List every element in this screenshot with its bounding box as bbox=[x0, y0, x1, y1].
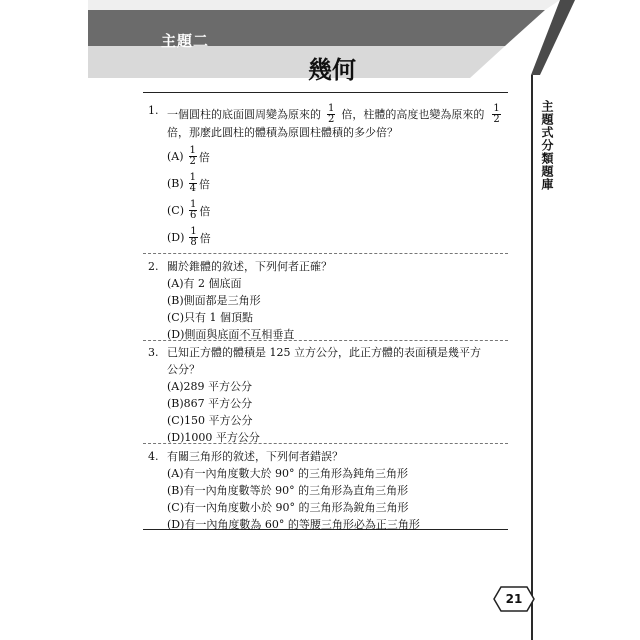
page-number: 21 bbox=[505, 592, 523, 606]
q1-fraction-a-numerator: 1 bbox=[328, 103, 335, 114]
banner-dark-band bbox=[88, 10, 545, 46]
question-divider bbox=[143, 443, 508, 444]
option-suffix: 倍 bbox=[198, 150, 210, 164]
option-fraction bbox=[189, 146, 197, 167]
fraction-numerator: 1 bbox=[190, 199, 197, 210]
q3-number: 3. bbox=[148, 346, 159, 359]
option-fraction bbox=[189, 227, 197, 248]
q1-stem-line1 bbox=[167, 104, 503, 125]
q3-option-b[interactable]: (B)867 平方公分 bbox=[167, 397, 253, 410]
fraction-denominator: 2 bbox=[189, 156, 196, 167]
q1-stem-text-a: 一個圓柱的底面圓周變為原來的 bbox=[167, 107, 321, 121]
option-fraction bbox=[189, 173, 197, 194]
q2-option-a[interactable]: (A)有 2 個底面 bbox=[167, 277, 242, 290]
banner-top-strip bbox=[88, 0, 560, 10]
q4-number: 4. bbox=[148, 450, 159, 463]
q3-stem-line2: 公分？ bbox=[167, 363, 200, 376]
question-divider bbox=[143, 253, 508, 254]
q1-fraction-b-numerator: 1 bbox=[493, 103, 500, 114]
q4-option-d[interactable]: (D)有一內角度數為 60° 的等腰三角形必為正三角形 bbox=[167, 518, 420, 531]
topic-label: 主題二 bbox=[161, 32, 210, 50]
question-divider bbox=[143, 340, 508, 341]
top-rule bbox=[143, 92, 508, 93]
q2-option-b[interactable]: (B)側面都是三角形 bbox=[167, 294, 261, 307]
q4-option-b[interactable]: (B)有一內角度數等於 90° 的三角形為直角三角形 bbox=[167, 484, 409, 497]
option-fraction bbox=[189, 200, 197, 221]
q1-fraction-b-denominator: 2 bbox=[493, 114, 500, 125]
fraction-numerator: 1 bbox=[190, 226, 197, 237]
fraction-denominator: 4 bbox=[189, 183, 197, 194]
section-title: 幾何 bbox=[308, 56, 356, 84]
option-suffix: 倍 bbox=[199, 204, 211, 218]
side-divider bbox=[531, 75, 533, 640]
q3-option-c[interactable]: (C)150 平方公分 bbox=[167, 414, 253, 427]
fraction-denominator: 6 bbox=[190, 210, 197, 221]
q1-option-b[interactable] bbox=[167, 173, 210, 194]
q2-number: 2. bbox=[148, 260, 159, 273]
q3-option-a[interactable]: (A)289 平方公分 bbox=[167, 380, 253, 393]
option-label: (D) bbox=[167, 231, 185, 244]
side-label: 主題式分類題庫 bbox=[540, 100, 554, 191]
q2-option-c[interactable]: (C)只有 1 個頂點 bbox=[167, 311, 253, 324]
q1-fraction-a bbox=[327, 104, 335, 125]
q1-stem-line2: 倍，那麼此圓柱的體積為原圓柱體積的多少倍？ bbox=[167, 126, 398, 139]
q3-option-d[interactable]: (D)1000 平方公分 bbox=[167, 431, 260, 444]
q4-option-c[interactable]: (C)有一內角度數小於 90° 的三角形為銳角三角形 bbox=[167, 501, 409, 514]
q1-fraction-b bbox=[492, 104, 500, 125]
q1-option-a[interactable] bbox=[167, 146, 210, 167]
page-number-badge bbox=[493, 586, 535, 612]
q4-stem: 有關三角形的敘述，下列何者錯誤？ bbox=[167, 450, 343, 463]
fraction-numerator: 1 bbox=[189, 172, 197, 183]
q2-stem: 關於錐體的敘述，下列何者正確？ bbox=[167, 260, 332, 273]
option-label: (C) bbox=[167, 204, 184, 217]
fraction-denominator: 8 bbox=[190, 237, 197, 248]
option-suffix: 倍 bbox=[199, 231, 211, 245]
q1-fraction-a-denominator: 2 bbox=[328, 114, 335, 125]
q4-option-a[interactable]: (A)有一內角度數大於 90° 的三角形為鈍角三角形 bbox=[167, 467, 409, 480]
q1-option-c[interactable] bbox=[167, 200, 210, 221]
q1-stem-text-b: 倍，柱體的高度也變為原來的 bbox=[341, 107, 485, 121]
fraction-numerator: 1 bbox=[189, 145, 196, 156]
q3-stem-line1: 已知正方體的體積是 125 立方公分，此正方體的表面積是幾平方 bbox=[167, 346, 481, 359]
q2-option-d[interactable]: (D)側面與底面不互相垂直 bbox=[167, 328, 295, 341]
q1-number: 1. bbox=[148, 104, 159, 117]
bottom-rule bbox=[143, 529, 508, 530]
q1-option-d[interactable] bbox=[167, 227, 211, 248]
option-suffix: 倍 bbox=[199, 177, 211, 191]
option-label: (A) bbox=[167, 150, 184, 163]
option-label: (B) bbox=[167, 177, 184, 190]
